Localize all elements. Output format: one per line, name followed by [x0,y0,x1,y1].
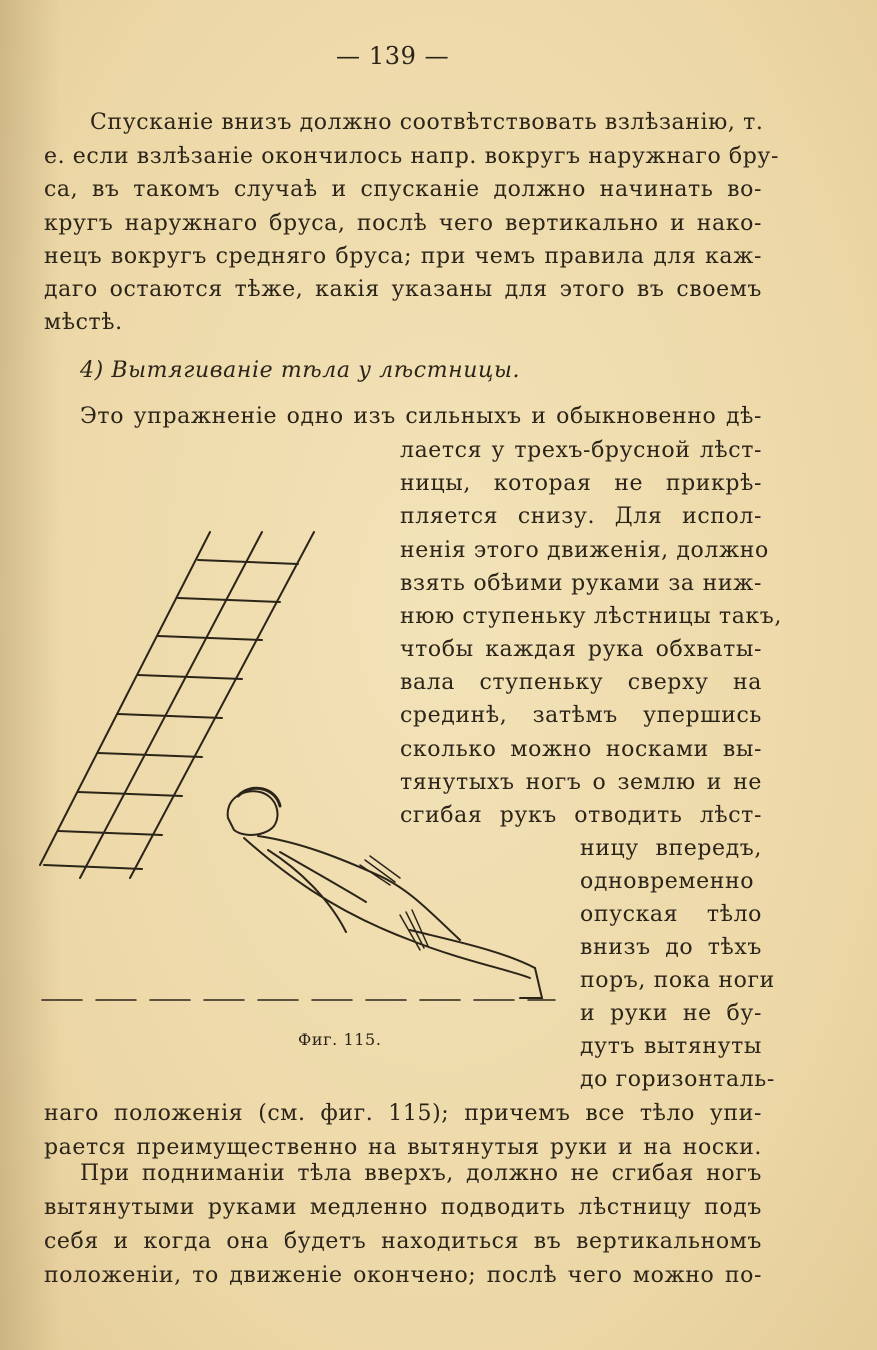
text-line: е. если взлѣзаніе окончилось напр. вокругъ наружнаго бру- [44,144,779,169]
text-line: мѣстѣ. [44,310,123,335]
text-line: вала ступеньку сверху на [400,670,762,695]
text-line: рается преимущественно на вытянутыя руки и на носки. [44,1135,762,1160]
text-line: пляется снизу. Для испол- [400,504,762,529]
ladder-rung [44,865,142,869]
ladder-exercise-illustration [30,520,570,1030]
text-line: даго остаются тѣже, какія указаны для этого въ своемъ [44,277,762,302]
text-line: Это упражненіе одно изъ сильныхъ и обыкновенно дѣ- [80,404,762,429]
ladder-rung [78,792,182,796]
text-line: взять обѣими руками за ниж- [400,571,762,596]
text-line: срединѣ, затѣмъ упершись [400,703,762,728]
text-line: ненія этого движенія, должно [400,538,769,563]
text-line: и руки не бу- [580,1001,762,1026]
text-line: ницы, которая не прикрѣ- [400,471,762,496]
ladder-rail [130,532,314,878]
text-line: наго положенія (см. фиг. 115); причемъ все тѣло упи- [44,1101,762,1126]
text-line: опуская тѣло [580,902,762,927]
text-line: Спусканіе внизъ должно соотвѣтствовать взлѣзанію, т. [90,110,764,135]
figure-body [244,838,530,978]
text-line: вытянутыми руками медленно подводить лѣстницу подъ [44,1195,762,1220]
figure-foot [520,968,542,998]
ladder-rail [40,532,210,865]
text-line: кругъ наружнаго бруса, послѣ чего вертикально и нако- [44,211,762,236]
section-heading: 4) Вытягиваніе тѣла у лѣстницы. [80,358,521,383]
text-line: са, въ такомъ случаѣ и спусканіе должно начинать во- [44,177,762,202]
text-line: сколько можно носками вы- [400,737,762,762]
ladder-rung [118,714,222,718]
text-line: себя и когда она будетъ находиться въ вертикальномъ [44,1229,762,1254]
ladder-rung [138,675,242,679]
text-line: нюю ступеньку лѣстницы такъ, [400,604,782,629]
ladder-rung [178,598,280,602]
text-line: одновременно [580,869,755,894]
ladder-rung [158,636,262,640]
text-line: ницу впередъ, [580,836,762,861]
figure-head [228,791,278,835]
text-line: лается у трехъ-брусной лѣст- [400,438,762,463]
text-line: поръ, пока ноги [580,968,775,993]
text-line: положеніи, то движеніе окончено; послѣ чего можно по- [44,1263,762,1288]
text-line: внизъ до тѣхъ [580,935,762,960]
text-line: чтобы каждая рука обхваты- [400,637,762,662]
text-line: до горизонталь- [580,1067,775,1092]
text-line: нецъ вокругъ средняго бруса; при чемъ правила для каж- [44,244,762,269]
figure-caption: Фиг. 115. [298,1030,382,1049]
text-line: При подниманіи тѣла вверхъ, должно не сгибая ногъ [80,1161,762,1186]
text-line: дутъ вытянуты [580,1034,762,1059]
figure-body [258,836,460,940]
page-number: — 139 — [336,42,450,70]
ladder-rail [80,532,262,878]
ladder-rung [98,753,202,757]
text-line: тянутыхъ ногъ о землю и не [400,770,762,795]
ladder-rung [58,831,162,835]
figure-leg [410,930,535,968]
text-line: сгибая рукъ отводить лѣст- [400,803,762,828]
figure-arm [268,850,346,932]
